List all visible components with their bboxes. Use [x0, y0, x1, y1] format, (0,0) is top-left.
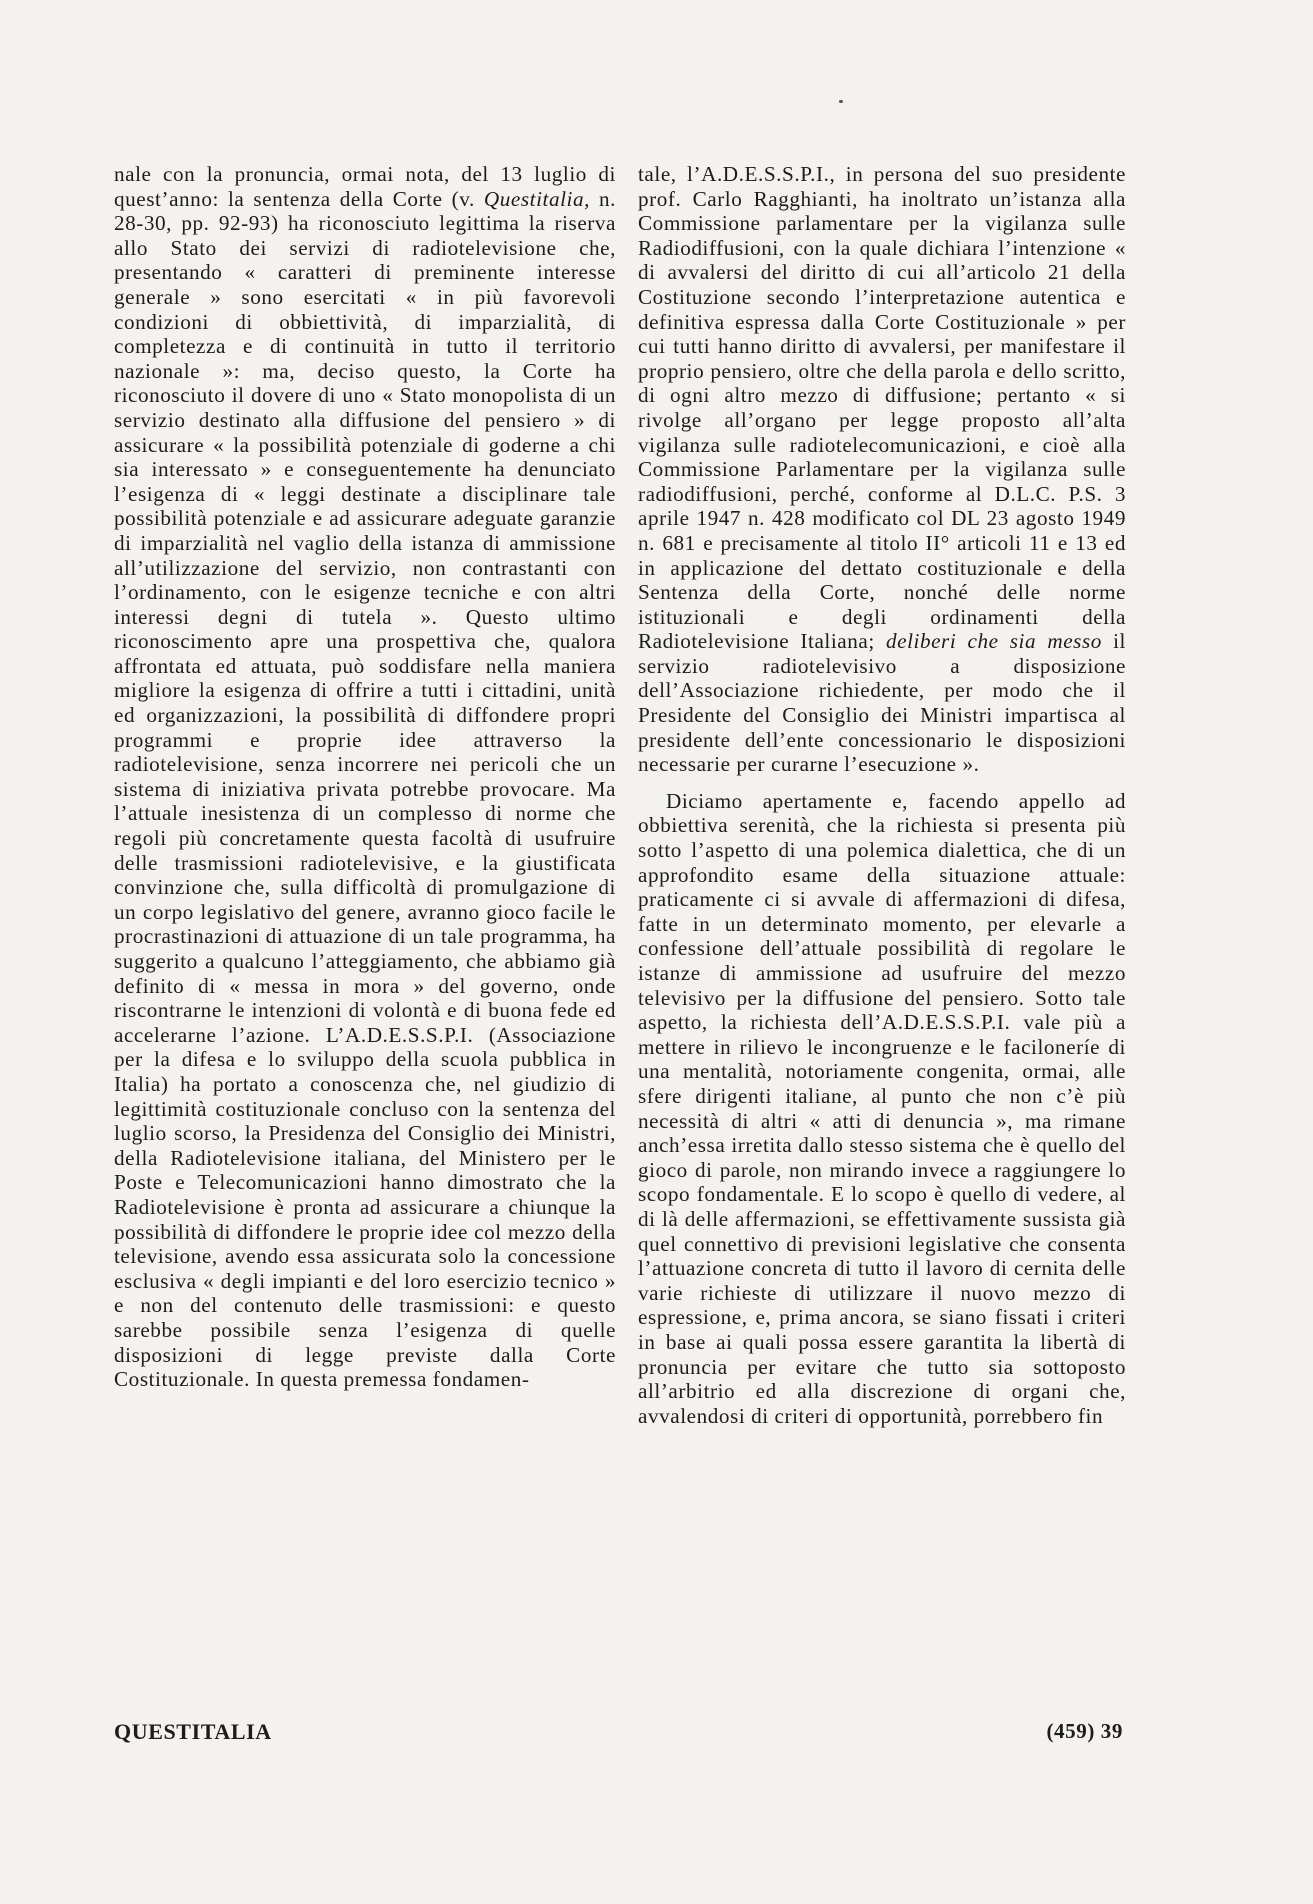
paragraph: Diciamo apertamente e, facendo appello ad obbiettiva serenità, che la richiesta si presenta più sotto l’aspetto di una polemica dialettica, che di un approfondito esame della situazione attuale: praticamente ci si avvale di affermazioni di difesa, fatte in un determinato momento, per elevarle a confessione dell’attuale possibilità di regolare le istanze di ammissione ad usufruire del mezzo televisivo per la diffusione del pensiero. Sotto tale aspetto, la richiesta dell’A.D.E.S.S.P.I. vale più a mettere in rilievo le incongruenze e le faciloneríe di una mentalità, notoriamente congenita, ormai, alle sfere dirigenti italiane, al punto che non c’è più necessità di altri « atti di denuncia », ma rimane anch’essa irretita dallo stesso sistema che è quello del gioco di parole, non mirando invece a raggiungere lo scopo fondamentale. E lo scopo è quello di vedere, al di là delle affermazioni, se effettivamente sussista già quel connettivo di previsioni legislative che consenta l’attuazione concreta di tutto il lavoro di cernita delle varie richieste di utilizzare il nuovo mezzo di espressione, e, prima ancora, se siano fissati i criteri in base ai quali possa essere garantita la libertà di pronuncia per evitare che tutto sia sottoposto all’arbitrio ed alla discrezione di organi che, avvalendosi di criteri di opportunità, porrebbero fin [638, 788, 1126, 1428]
print-speck [839, 100, 843, 103]
text-run: tale, l’A.D.E.S.S.P.I., in persona del suo presidente prof. Carlo Ragghianti, ha inoltrato un’istanza alla Commissione parlamentare per la vigilanza sulle Radiodiffusioni, con la quale dichiara l’intenzione « di avvalersi del diritto di cui all’articolo 21 della Costituzione secondo l’interpretazione autentica e definitiva espressa dalla Corte Costituzionale » per cui tutti hanno diritto di avvalersi, per manifestare il proprio pensiero, oltre che della parola e dello scritto, di ogni altro mezzo di diffusione; pertanto « si rivolge all’organo per legge proposto all’alta vigilanza sulle radiotelecomunicazioni, e cioè alla Commissione Parlamentare per la vigilanza sulle radiodiffusioni, perché, conforme al D.L.C. P.S. 3 aprile 1947 n. 428 modificato col DL 23 agosto 1949 n. 681 e precisamente al titolo II° articoli 11 e 13 ed in applicazione del dettato costituzionale e della Sentenza della Corte, nonché delle norme istituzionali e degli ordinamenti della Radiotelevisione Italiana; [638, 162, 1126, 654]
text-column-left [114, 162, 616, 1392]
text-run: n. 28-30, pp. 92-93) ha riconosciuto legittima la riserva allo Stato dei servizi di radiotelevisione che, presentando « caratteri di preminente interesse generale » sono esercitati « in più favorevoli condizioni di obbiettività, di imparzialità, di completezza e di continuità in tutto il territorio nazionale »: ma, deciso questo, la Corte ha riconosciuto il dovere di uno « Stato monopolista di un servizio destinato alla diffusione del pensiero » di assicurare « la possibilità potenziale di goderne a chi sia interessato » e conseguentemente ha denunciato l’esigenza di « leggi destinate a disciplinare tale possibilità potenziale e ad assicurare adeguate garanzie di imparzialità nel vaglio della istanza di ammissione all’utilizzazione del servizio, non contrastanti con l’ordinamento, con le esigenze tecniche e con altri interessi degni di tutela ». Questo ultimo riconoscimento apre una prospettiva che, qualora affrontata ed attuata, può soddisfare nella maniera migliore la esigenza di offrire a tutti i cittadini, unità ed organizzazioni, la possibilità di diffondere propri programmi e proprie idee attraverso la radiotelevisione, senza incorrere nei pericoli che un sistema di iniziativa privata potrebbe provocare. Ma l’attuale inesistenza di un complesso di norme che regoli più concretamente questa facoltà di usufruire delle trasmissioni radiotelevisive, e la giustificata convinzione che, sulla difficoltà di promulgazione di un corpo legislativo del genere, avranno gioco facile le procrastinazioni di attuazione di un tale programma, ha suggerito a qualcuno l’atteggiamento, che abbiamo già definito di « messa in mora » del governo, onde riscontrarne le intenzioni di volontà e di buona fede ed accelerarne l’azione. L’A.D.E.S.S.P.I. (Associazione per la difesa e lo sviluppo della scuola pubblica in Italia) ha portato a conoscenza che, nel giudizio di legittimità costituzionale concluso con la sentenza del luglio scorso, la Presidenza del Consiglio dei Ministri, della Radiotelevisione italiana, del Ministero per le Poste e Telecomunicazioni hanno dimostrato che la Radiotelevisione è pronta ad assicurare a chiunque la possibilità di diffondere le proprie idee col mezzo della televisione, avendo essa assicurata solo la concessione esclusiva « degli impianti e del loro esercizio tecnico » e non del contenuto delle trasmissioni: e questo sarebbe possibile senza l’esigenza di quelle disposizioni di legge previste dalla Corte Costituzionale. In questa premessa fondamen- [114, 186, 616, 1392]
journal-name: QUESTITALIA [114, 1719, 272, 1744]
paragraph [114, 162, 616, 1392]
text-run: nale con la pronuncia, ormai nota, del 13 luglio di quest’anno: la sentenza della Corte (v. [114, 162, 616, 211]
italic-quote: deliberi che sia messo [885, 629, 1102, 654]
text-column-right [638, 162, 1126, 1428]
text-run: il servizio radiotelevisivo a disposizione dell’Associazione richiedente, per modo che il Presidente del Consiglio dei Ministri impartisca al presidente dell’ente concessionario le disposizioni necessarie per curarne l’esecuzione ». [638, 629, 1126, 777]
page-number: (459) 39 [1046, 1719, 1123, 1743]
italic-citation: Questitalia, [483, 186, 590, 211]
paragraph [638, 162, 1126, 777]
